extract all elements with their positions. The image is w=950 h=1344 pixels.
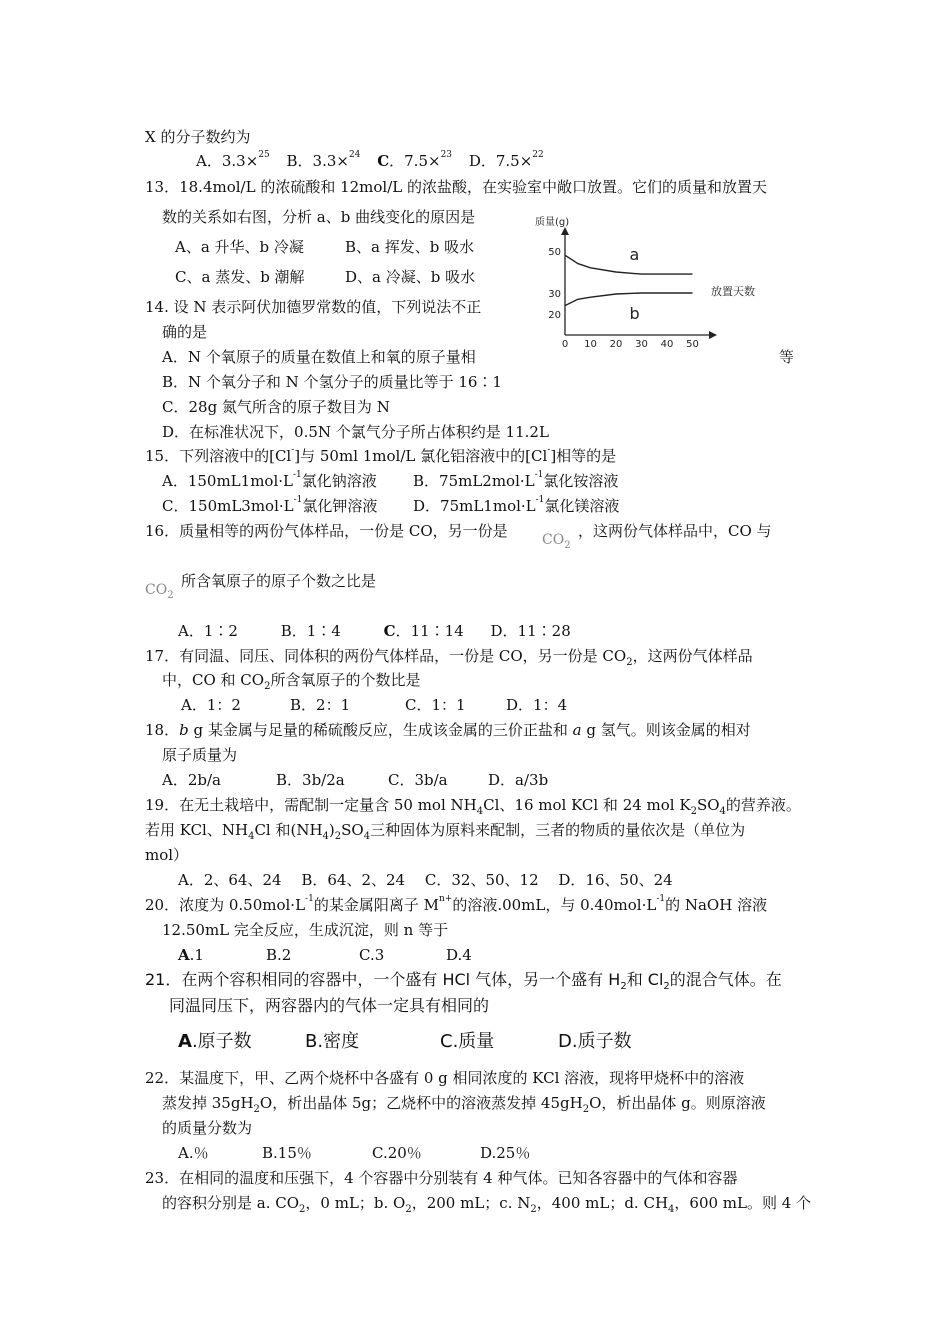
- q19-stem-line2: 若用 KCl、$NH_4Cl$ 和$(NH_4)_2SO_4$三种固体为原料来配制，三者的物质的量依次是（单位为: [145, 821, 746, 842]
- q21-option-c: C.质量: [440, 1031, 495, 1052]
- q15-stem: 15．下列溶液中的[Cl-]与 50ml 1mol/L 氯化铝溶液中的[Cl-]相等的是: [145, 445, 617, 465]
- q22-stem-line3: 的质量分数为: [162, 1119, 253, 1137]
- q14-option-a: A．N 个氧原子的质量在数值上和氧的原子量相: [162, 348, 476, 366]
- q22-option-b: B.15％: [262, 1144, 312, 1162]
- y-tick-label: 20: [548, 310, 561, 321]
- q22-option-c: C.20％: [372, 1144, 422, 1162]
- x-axis-arrow: [709, 331, 717, 339]
- q19-stem-line3: mol）: [145, 846, 189, 864]
- q17-option-d: D．1：4: [506, 696, 568, 714]
- q13-option-c: C、a 蒸发、b 潮解: [175, 268, 305, 286]
- q13-stem-line2: 数的关系如右图，分析 a、b 曲线变化的原因是: [162, 208, 476, 226]
- y-tick-label: 30: [548, 289, 561, 300]
- q20-stem-line2: 12.50mL 完全反应，生成沉淀，则 n 等于: [162, 921, 449, 939]
- q18-stem-line2: 原子质量为: [162, 746, 238, 764]
- q14-option-a-tail: 等: [779, 348, 795, 366]
- q14-option-d: D．在标准状况下，0.5N 个氯气分子所占体积约是 11.2L: [162, 423, 549, 441]
- chart-y-label: 质量(g): [535, 217, 570, 228]
- q16-option-c: C．11∶14: [383, 622, 464, 640]
- x-tick-label: 20: [609, 339, 623, 350]
- q20-option-a: A.1: [178, 946, 204, 964]
- y-axis-arrow: [561, 227, 569, 235]
- q18-option-c: C．3b/a: [388, 771, 448, 789]
- x-tick-label: 10: [584, 339, 597, 350]
- q15-option-a: A．$150mL1mol\cdot L^{-1}$氯化钠溶液: [162, 470, 377, 490]
- q21-option-d: D.质子数: [558, 1031, 632, 1052]
- q16-stem-part2: ，这两份气体样品中，CO 与: [578, 522, 772, 540]
- q13-option-b: B、a 挥发、b 吸水: [345, 238, 475, 256]
- q22-option-a: A.％: [178, 1144, 209, 1162]
- q15-option-c: C．$150mL3mol\cdot L^{-1}$氯化钾溶液: [162, 495, 378, 515]
- q13-option-d: D、a 冷凝、b 吸水: [345, 268, 476, 286]
- q12-continuation: X 的分子数约为: [145, 128, 251, 146]
- q12-option-c: C．7.5×$^{23}$: [377, 150, 453, 170]
- q17-stem-line1: 17．有同温、同压、同体积的两份气体样品，一份是 CO，另一份是 $CO_2$，这两份气体样品: [145, 647, 753, 668]
- q21-option-b: B.密度: [305, 1031, 360, 1052]
- x-tick-label: 30: [635, 339, 648, 350]
- q14-stem-line2: 确的是: [162, 323, 208, 341]
- x-tick-label: 40: [660, 339, 674, 350]
- q18-option-b: B．3b/2a: [276, 771, 345, 789]
- chart-x-label: 放置天数: [711, 285, 755, 298]
- q21-stem-line2: 同温同压下，两容器内的气体一定具有相同的: [169, 996, 490, 1015]
- q16-option-d: D．11∶28: [490, 622, 571, 640]
- series-label-a: a: [629, 245, 640, 265]
- q12-option-a: A．3.3×$^{25}$: [196, 150, 270, 170]
- q12-option-b: B．3.3×$^{24}$: [286, 150, 361, 170]
- x-tick-label: 50: [686, 339, 699, 350]
- q16-option-a: A．1∶2: [178, 622, 238, 640]
- q12-options: [196, 151, 544, 171]
- q19-option-a: A．2、64、24: [178, 871, 282, 889]
- q19-options: [178, 870, 673, 890]
- mass-vs-days-chart: [527, 215, 755, 355]
- q17-stem-line2: 中，CO 和 $CO_2$所含氧原子的个数比是: [162, 671, 421, 692]
- q16-stem-part1: 16．质量相等的两份气体样品，一份是 CO，另一份是: [145, 522, 508, 540]
- q19-option-c: C．32、50、12: [424, 871, 539, 889]
- q16-options: [178, 621, 571, 641]
- q22-option-d: D.25％: [480, 1144, 531, 1162]
- q21-option-a: A.原子数: [178, 1031, 252, 1052]
- x-tick-label: 0: [561, 339, 569, 350]
- chart-series: [565, 245, 693, 323]
- q15-option-b: B．$75mL2mol\cdot L^{-1}$氯化铵溶液: [413, 470, 619, 490]
- q14-option-c: C．28g 氮气所含的原子数目为 N: [162, 398, 390, 416]
- q19-option-b: B．64、2、24: [301, 871, 406, 889]
- q13-stem-line1: 13．18.4mol/L 的浓硫酸和 12mol/L 的浓盐酸，在实验室中敞口放置。它们的质量和放置天: [145, 178, 768, 196]
- q18-option-a: A．2b/a: [162, 771, 221, 789]
- q17-option-b: B．2：1: [290, 696, 351, 714]
- q18-option-d: D．a/3b: [488, 771, 549, 789]
- q14-option-b: B．N 个氧分子和 N 个氢分子的质量比等于 16∶1: [162, 373, 502, 391]
- q17-option-a: A．1：2: [181, 696, 241, 714]
- q16-co2-formula-1: $CO_2$: [542, 532, 571, 551]
- q19-option-d: D．16、50、24: [558, 871, 673, 889]
- q22-stem-line2: 蒸发掉 $35gH_2O$，析出晶体 5g；乙烧杯中的溶液蒸发掉 $45gH_2O$，析出晶体 g。则原溶液: [162, 1094, 766, 1115]
- q22-stem-line1: 22．某温度下，甲、乙两个烧杯中各盛有 0 g 相同浓度的 KCl 溶液，现将甲烧杯中的溶液: [145, 1069, 745, 1087]
- q12-option-d: D．7.5×$^{22}$: [468, 150, 544, 170]
- q14-stem-line1: 14. 设 N 表示阿伏加德罗常数的值，下列说法不正: [145, 298, 482, 316]
- q20-option-b: B.2: [266, 946, 292, 964]
- q23-stem-line1: 23．在相同的温度和压强下，4 个容器中分别装有 4 种气体。已知各容器中的气体和容器: [145, 1169, 738, 1187]
- q20-option-c: C.3: [359, 946, 385, 964]
- q16-co2-formula-2: $CO_2$: [145, 582, 174, 601]
- q17-option-c: C．1：1: [405, 696, 466, 714]
- q23-stem-line2: 的容积分别是 a. $CO_2$，0 mL；b. $O_2$，200 mL；c. $N_2$，400 mL；d. $CH_4$，600 mL。则 4 个: [162, 1194, 812, 1215]
- q15-option-d: D．$75mL1mol\cdot L^{-1}$氯化镁溶液: [413, 495, 620, 515]
- q13-option-a: A、a 升华、b 冷凝: [175, 238, 304, 256]
- q18-stem-line1: 18．b g 某金属与足量的稀硫酸反应，生成该金属的三价正盐和 a g 氢气。则该金属的相对: [145, 721, 751, 739]
- q20-stem-line1: 20．浓度为 $0.50mol\cdot L^{-1}$的某金属阳离子 $M^{n+}$的溶液.00mL，与 $0.40mol\cdot L^{-1}$的 NaOH 溶液: [145, 894, 768, 914]
- q16-option-b: B．1∶4: [280, 622, 341, 640]
- q20-option-d: D.4: [446, 946, 472, 964]
- q19-stem-line1: 19．在无土栽培中，需配制一定量含 50 mol $NH_4Cl$、16 mol KCl 和 24 mol $K_2SO_4$的营养液。: [145, 796, 801, 817]
- q16-stem-line2: 所含氧原子的原子个数之比是: [181, 572, 377, 590]
- series-label-b: b: [629, 304, 640, 323]
- q21-stem-line1: 21．在两个容积相同的容器中，一个盛有 HCl 气体，另一个盛有 $H_2$和 $Cl_2$的混合气体。在: [145, 970, 782, 992]
- y-tick-label: 50: [548, 247, 561, 258]
